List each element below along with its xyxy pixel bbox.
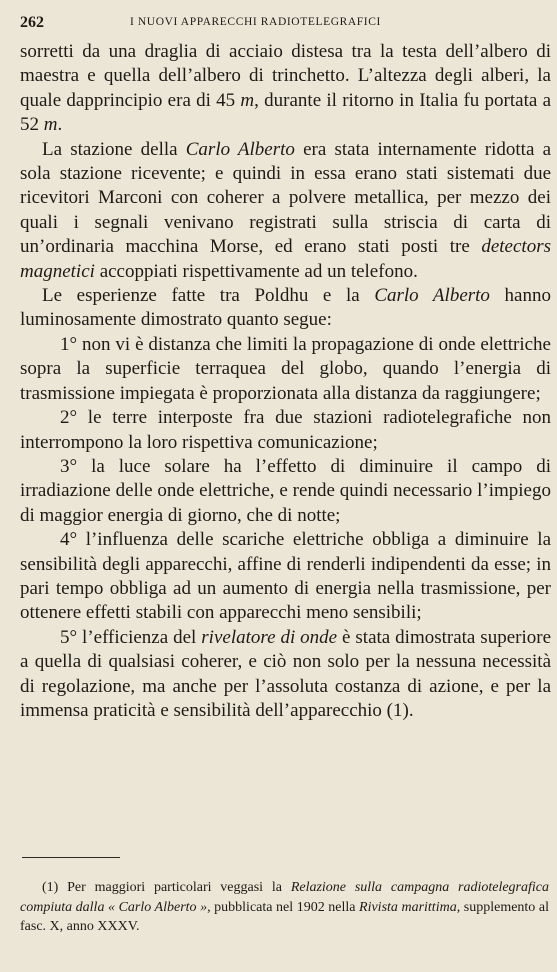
page-body <box>20 40 551 723</box>
list-item-4: 4° l’influenza delle scariche elettriche obbliga a diminuire la sensibilità degli apparecchi, affine di renderli indipendenti da esse; in pari tempo obbliga ad un aumento di energia nella trasmissione, per ottenere effetti stabili con apparecchi meno sensibili; <box>20 529 551 624</box>
ship-name: Carlo Alberto <box>185 138 295 160</box>
list-item-3: 3° la luce solare ha l’effetto di diminuire il campo di irradiazione delle onde elettriche, e rende quindi necessario l’impiego di maggior energia di giorno, che di notte; <box>20 455 551 526</box>
paragraph-2 <box>20 138 551 284</box>
footnote-journal-title: Rivista marittima <box>359 899 457 915</box>
list-item-5 <box>20 626 551 724</box>
paragraph-3 <box>20 284 551 333</box>
list-item-5-text-b: è stata dimostrata superiore a quella di qualsiasi coherer, e ciò non solo per la nessuna necessità di regolazione, ma anche per l’assoluta costanza di azione, e per la immensa praticità e sensibilità dell’apparecchio (1). <box>20 626 551 721</box>
unit-meters-1: m <box>240 89 255 111</box>
running-head: I NUOVI APPARECCHI RADIOTELEGRAFICI <box>130 16 381 28</box>
paragraph-2-text-b: era stata internamente ridotta a sola stazione ricevente; e quindi in essa erano stati sistemati due ricevitori Marconi con coherer a polvere metallica, per mezzo dei quali i segnali venivano registrati sulla striscia di carta di un’ordinaria macchina Morse, ed erano stati posti tre <box>20 138 552 258</box>
list-item-2: 2° le terre interposte fra due stazioni radiotelegrafiche non interrompono la loro rispettiva comunicazione; <box>20 407 551 453</box>
paragraph-3-text-b: hanno luminosamente dimostrato quanto segue: <box>20 285 551 331</box>
paragraph-2-text-a: La stazione della <box>42 138 186 160</box>
page-number: 262 <box>20 14 44 31</box>
paragraph-1-text-a: sorretti da una draglia di acciaio distesa tra la testa dell’albero di maestra e quella dell’albero di trinchetto. L’altezza degli alberi, la quale dapprincipio era di 45 <box>20 41 551 111</box>
list-item-1: 1° non vi è distanza che limiti la propagazione di onde elettriche sopra la superficie terraquea del globo, quando l’energia di trasmissione impiegata è proporzionata alla distanza da raggiungere; <box>20 333 551 404</box>
paragraph-1-text-b: , durante il ritorno in Italia fu portata a 52 <box>20 89 551 136</box>
unit-meters-2: m <box>43 114 58 136</box>
list-item-5-text-a: 5° l’efficienza del <box>60 626 202 648</box>
footnote-rule <box>22 857 120 858</box>
footnote-text-a: (1) Per maggiori particolari veggasi la <box>42 880 291 895</box>
detectors-term: detectors magnetici <box>20 236 551 282</box>
ship-name: Carlo Alberto <box>374 285 490 307</box>
page-header <box>20 14 551 34</box>
footnote <box>20 878 549 937</box>
footnote-report-title: Relazione sulla campagna radiotelegrafica compiuta dalla « Carlo Alberto » <box>20 880 549 915</box>
paragraph-3-text-a: Le esperienze fatte tra Poldhu e la <box>42 285 375 307</box>
footnote-text-c: , supplemento al fasc. X, anno XXXV. <box>20 899 549 934</box>
paragraph-1 <box>20 40 551 138</box>
footnote-text-b: , pubblicata nel 1902 nella <box>207 899 360 915</box>
paragraph-2-text-c: accoppiati rispettivamente ad un telefono. <box>94 260 418 282</box>
detector-term: rivelatore di onde <box>201 626 338 648</box>
paragraph-1-text-c: . <box>57 114 63 136</box>
